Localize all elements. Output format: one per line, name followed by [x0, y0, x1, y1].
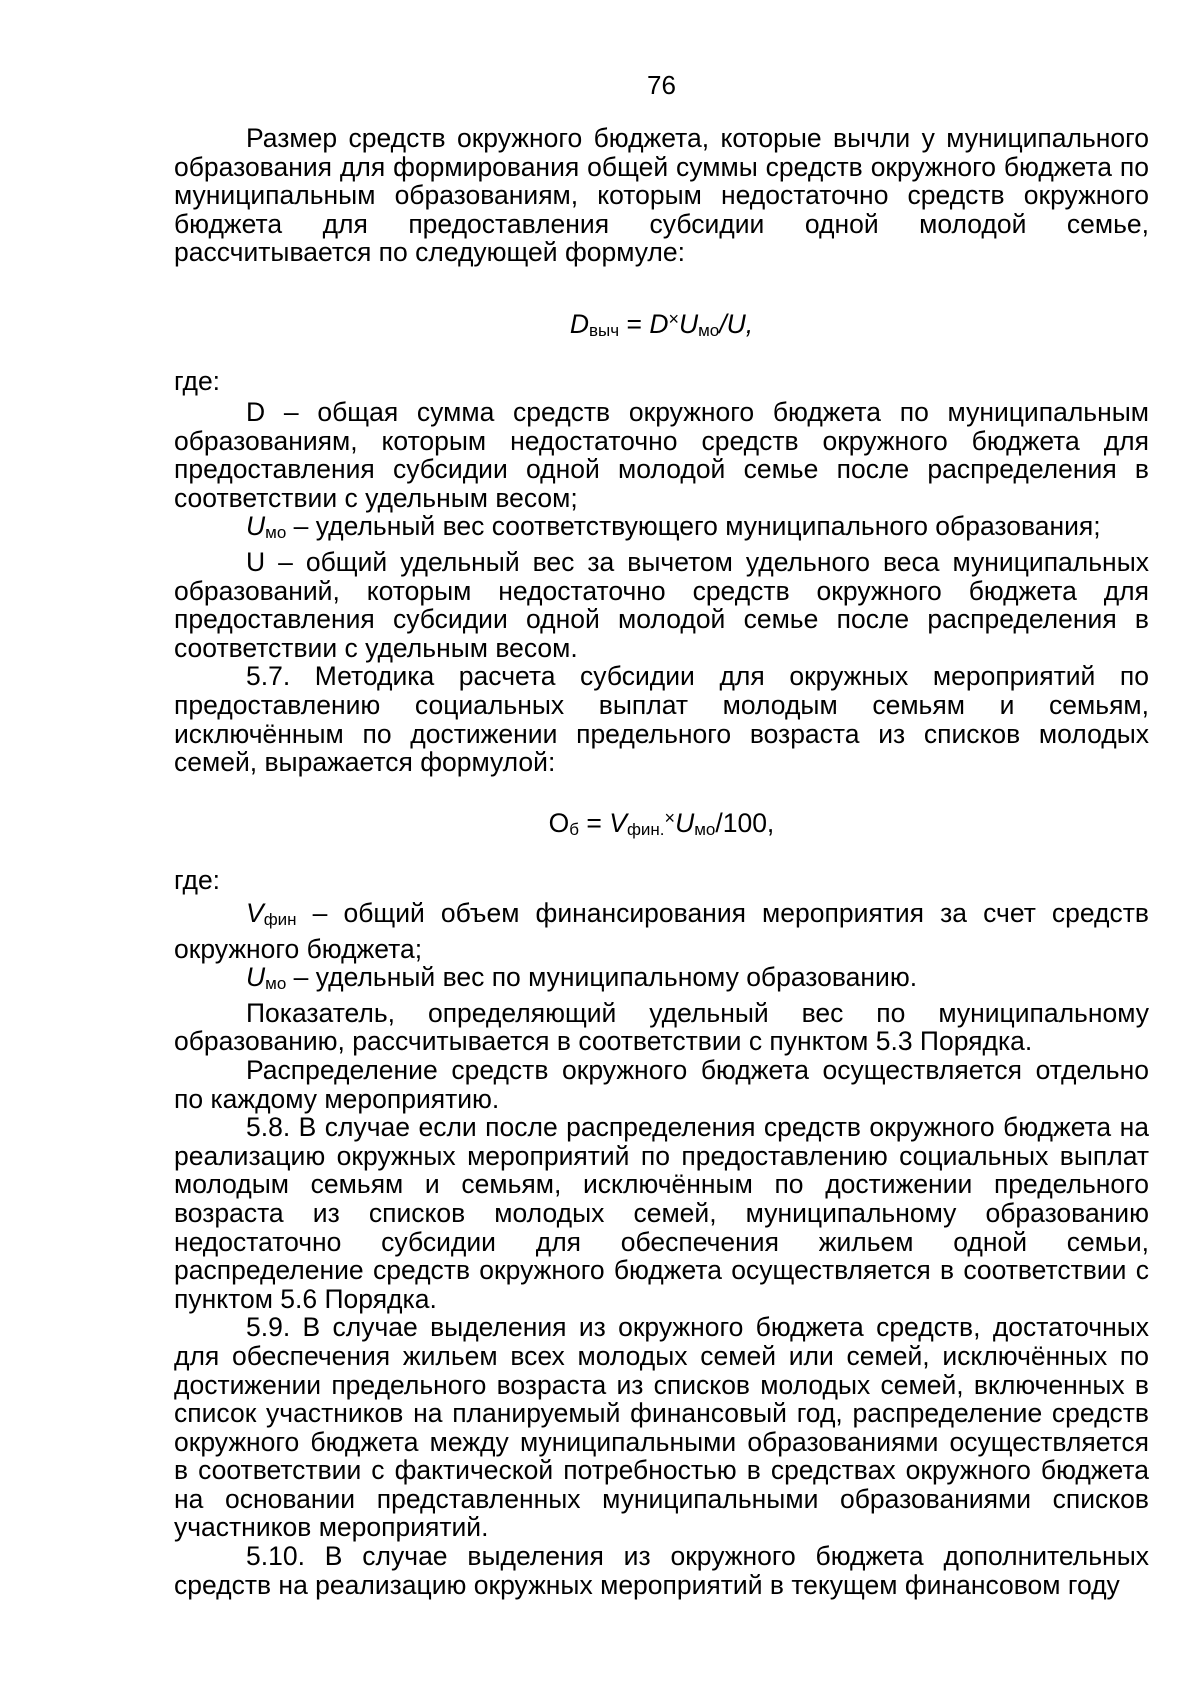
intro-block [174, 124, 1149, 267]
formula-1-lhs: D [569, 309, 589, 339]
def-vfin-sub: фин [263, 910, 297, 929]
def-umo-text: – удельный вес соответствующего муниципального образования; [286, 511, 1101, 542]
formula-2-rest: /100, [715, 808, 775, 838]
def-umo-sub: мо [265, 523, 287, 543]
page-number: 76 [647, 70, 676, 100]
formula-1-times: × [668, 309, 679, 329]
formula-2-times: × [664, 808, 676, 828]
formula-subsidy [174, 803, 1149, 845]
paragraph-def-u: U – общий удельный вес за вычетом удельного веса муниципальных образований, которым недостаточно средств окружного бюджета для предоставления субсидии одной молодой семье после распределения в соответствии с удельным весом. [174, 546, 1149, 663]
paragraph-5-9: 5.9. В случае выделения из окружного бюджета средств, достаточных для обеспечения жильем всех молодых семей или семей, исключённых по достижении предельного возраста из списков молодых семей, включенных в список участников на планируемый финансовый год, распределение средств окружного бюджета между муниципальными образованиями осуществляется в соответствии с фактической потребностью в средствах окружного бюджета на основании представленных муниципальными образованиями списков участников мероприятий. [174, 1312, 1149, 1543]
formula-1-eq: = [619, 309, 650, 339]
paragraph-indicator: Показатель, определяющий удельный вес по муниципальному образованию, рассчитывается в соответствии с пунктом 5.3 Порядка. [174, 997, 1149, 1057]
def-umo-2-text: – удельный вес по муниципальному образованию. [286, 962, 918, 993]
paragraph-5-10: 5.10. В случае выделения из окружного бюджета дополнительных средств на реализацию окружных мероприятий в текущем финансовом году [174, 1541, 1149, 1600]
def-umo-symbol: U [246, 511, 266, 542]
formula-1-lhs-sub: выч [589, 321, 620, 340]
formula-deduction [174, 304, 1149, 346]
formula-2-v-sub: фин. [626, 820, 665, 839]
where-label-2: где: [174, 865, 221, 895]
paragraph-5-8: 5.8. В случае если после распределения средств окружного бюджета на реализацию окружных мероприятий по предоставлению социальных выплат молодым семьям и семьям, исключённым по достижении предельного возраста из списков молодых семей, муниципальному образованию недостаточно субсидии для обеспечения жильем одной семьи, распределение средств окружного бюджета осуществляется в соответствии с пунктом 5.6 Порядка. [174, 1112, 1149, 1314]
formula-1-u-sub: мо [698, 321, 720, 340]
paragraph-distribution: Распределение средств окружного бюджета осуществляется отдельно по каждому мероприятию. [174, 1054, 1149, 1114]
paragraph-def-d: D – общая сумма средств окружного бюджета по муниципальным образованиям, которым недостаточно средств окружного бюджета для предоставления субсидии одной молодой семье после распределения в соответствии с удельным весом; [174, 397, 1149, 513]
formula-2-lhs-sub: б [569, 820, 580, 839]
formula-2-u: U [675, 808, 695, 838]
paragraph-5-7: 5.7. Методика расчета субсидии для окружных мероприятий по предоставлению социальных выплат молодым семьям и семьям, исключённым по достижении предельного возраста из списков молодых семей, выражается формулой: [174, 661, 1149, 778]
def-vfin-symbol: V [246, 898, 264, 928]
paragraph-intro: Размер средств окружного бюджета, которые вычли у муниципального образования для формирования общей суммы средств окружного бюджета по муниципальным образованиям, которым недостаточно средств окружного бюджета для предоставления субсидии одной молодой семье, рассчитывается по следующей формуле: [174, 123, 1149, 268]
formula-1-rest: /U, [719, 309, 754, 339]
formula-1-d: D [649, 309, 669, 339]
paragraph-def-umo [174, 512, 1149, 548]
definitions-block-1 [174, 398, 1149, 777]
formula-1-u: U [678, 309, 699, 339]
where-label-1: где: [174, 366, 221, 396]
formula-2-v: V [609, 808, 627, 838]
formula-2-eq: = [579, 808, 610, 838]
formula-2-u-sub: мо [694, 820, 716, 839]
def-umo-2-sub: мо [265, 974, 287, 994]
def-umo-2-symbol: U [246, 962, 266, 993]
paragraph-def-vfin [174, 899, 1149, 963]
definitions-block-2 [174, 899, 1149, 1599]
paragraph-def-umo-2 [174, 963, 1149, 999]
def-vfin-text: – общий объем финансирования мероприятия за счет средств окружного бюджета; [174, 898, 1149, 964]
formula-2-lhs: О [548, 808, 570, 838]
